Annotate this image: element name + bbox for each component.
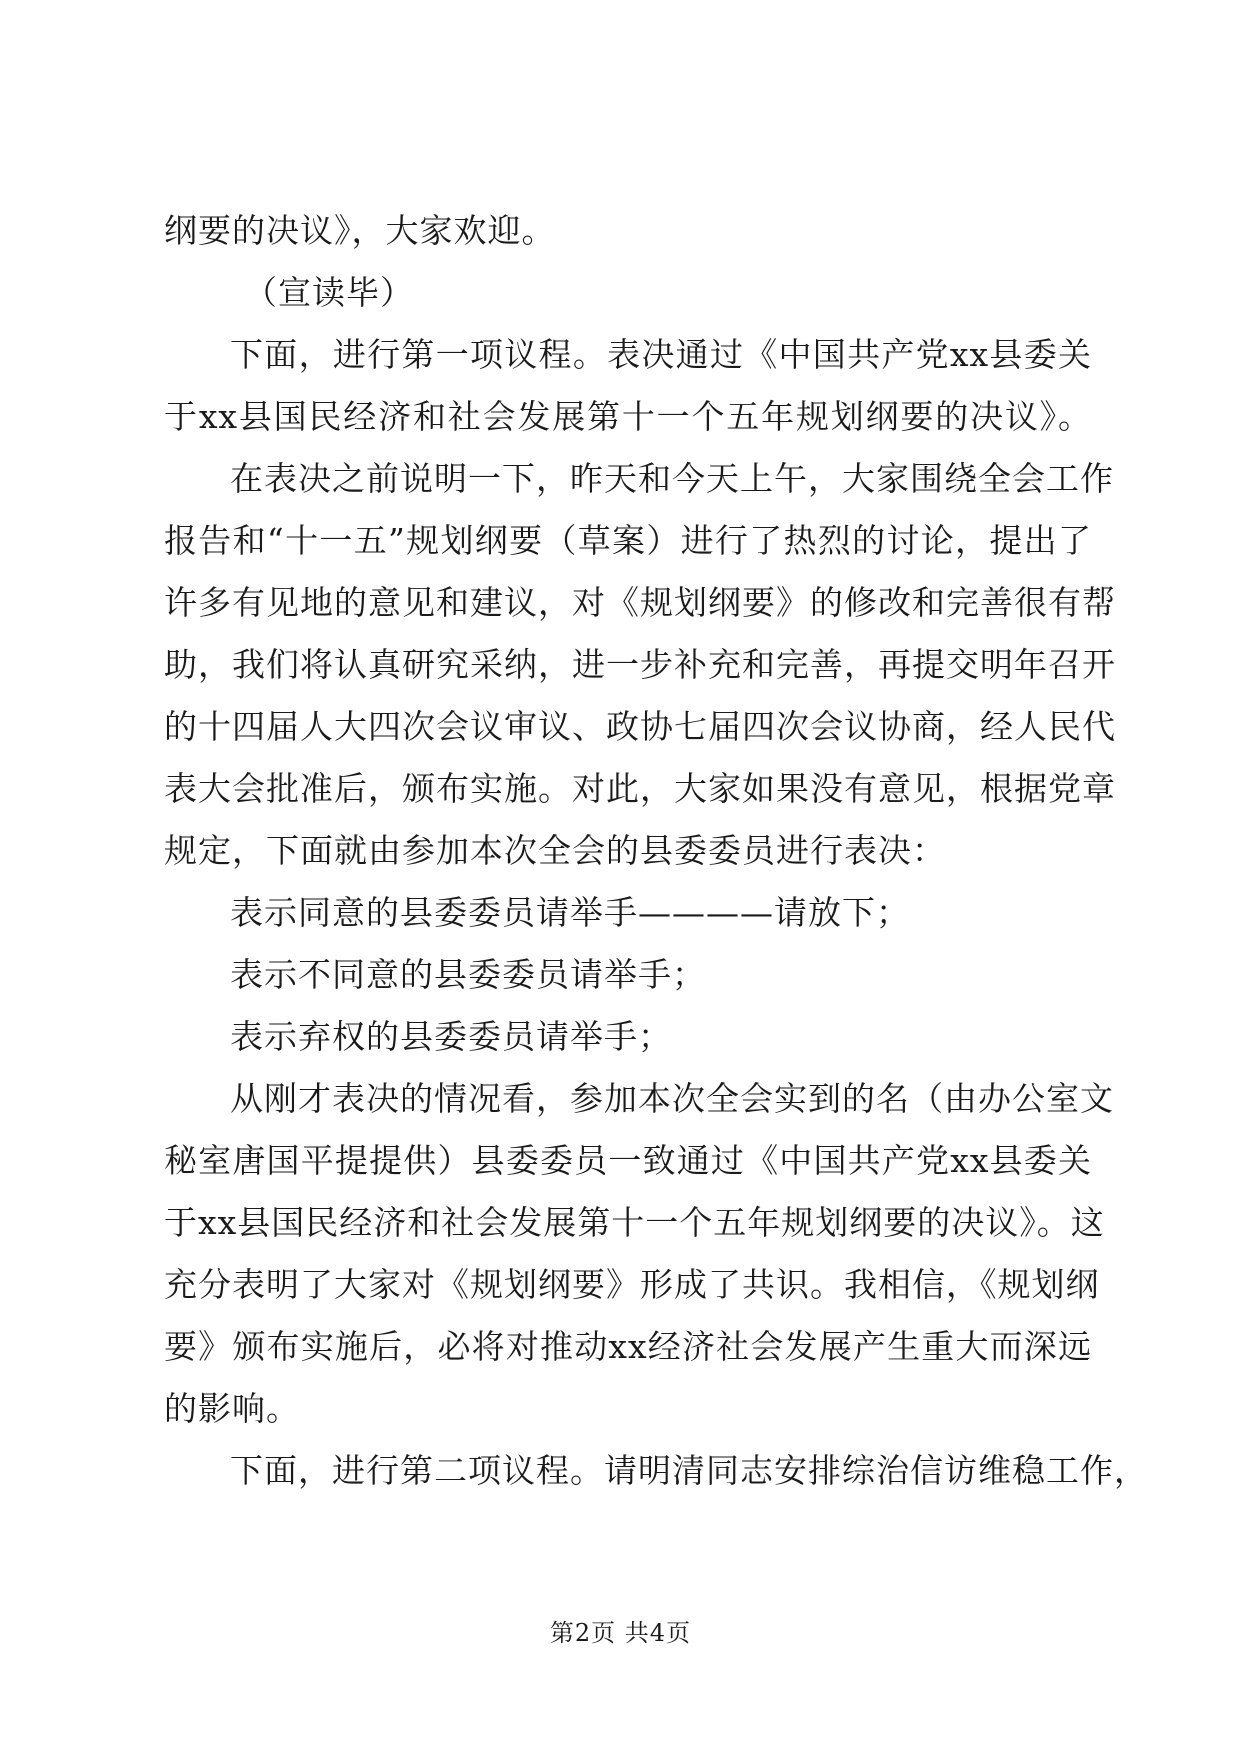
text-line: 规定，下面就由参加本次全会的县委委员进行表决： xyxy=(164,831,946,870)
text-line: 充分表明了大家对《规划纲要》形成了共识。我相信，《规划纲 xyxy=(164,1265,1100,1304)
text-line: 表大会批准后，颁布实施。对此，大家如果没有意见，根据党章 xyxy=(164,769,1116,808)
text-line: 要》颁布实施后，必将对推动xx经济社会发展产生重大而深远 xyxy=(164,1327,1092,1366)
text-line: 于xx县国民经济和社会发展第十一个五年规划纲要的决议》。 xyxy=(164,397,1092,436)
text-line: 报告和“十一五”规划纲要（草案）进行了热烈的讨论，提出了 xyxy=(164,521,1092,560)
text-line: 从刚才表决的情况看，参加本次全会实到的名（由办公室文 xyxy=(230,1079,1114,1118)
text-line: 秘室唐国平提提供）县委委员一致通过《中国共产党xx县委关 xyxy=(164,1141,1092,1180)
text-line: 的影响。 xyxy=(164,1389,300,1428)
text-line: 表示弃权的县委委员请举手； xyxy=(230,1017,672,1056)
text-line: 在表决之前说明一下，昨天和今天上午，大家围绕全会工作 xyxy=(230,459,1114,498)
text-line: 表示不同意的县委委员请举手； xyxy=(230,955,706,994)
text-line: 纲要的决议》，大家欢迎。 xyxy=(164,211,556,250)
text-line: 助，我们将认真研究采纳，进一步补充和完善，再提交明年召开 xyxy=(164,645,1116,684)
text-line: 于xx县国民经济和社会发展第十一个五年规划纲要的决议》。这 xyxy=(164,1203,1105,1242)
text-line: 下面，进行第二项议程。请明清同志安排综治信访维稳工作， xyxy=(230,1451,1148,1490)
document-body xyxy=(164,200,1148,1502)
page-number-footer: 第2页 共4页 xyxy=(549,1619,692,1647)
text-line: 下面，进行第一项议程。表决通过《中国共产党xx县委关 xyxy=(230,335,1092,374)
text-line: 的十四届人大四次会议审议、政协七届四次会议协商，经人民代 xyxy=(164,707,1116,746)
text-line: 许多有见地的意见和建议，对《规划纲要》的修改和完善很有帮 xyxy=(164,583,1116,622)
text-line: 表示同意的县委委员请举手————请放下； xyxy=(230,893,910,932)
text-line: （宣读毕） xyxy=(244,273,414,312)
